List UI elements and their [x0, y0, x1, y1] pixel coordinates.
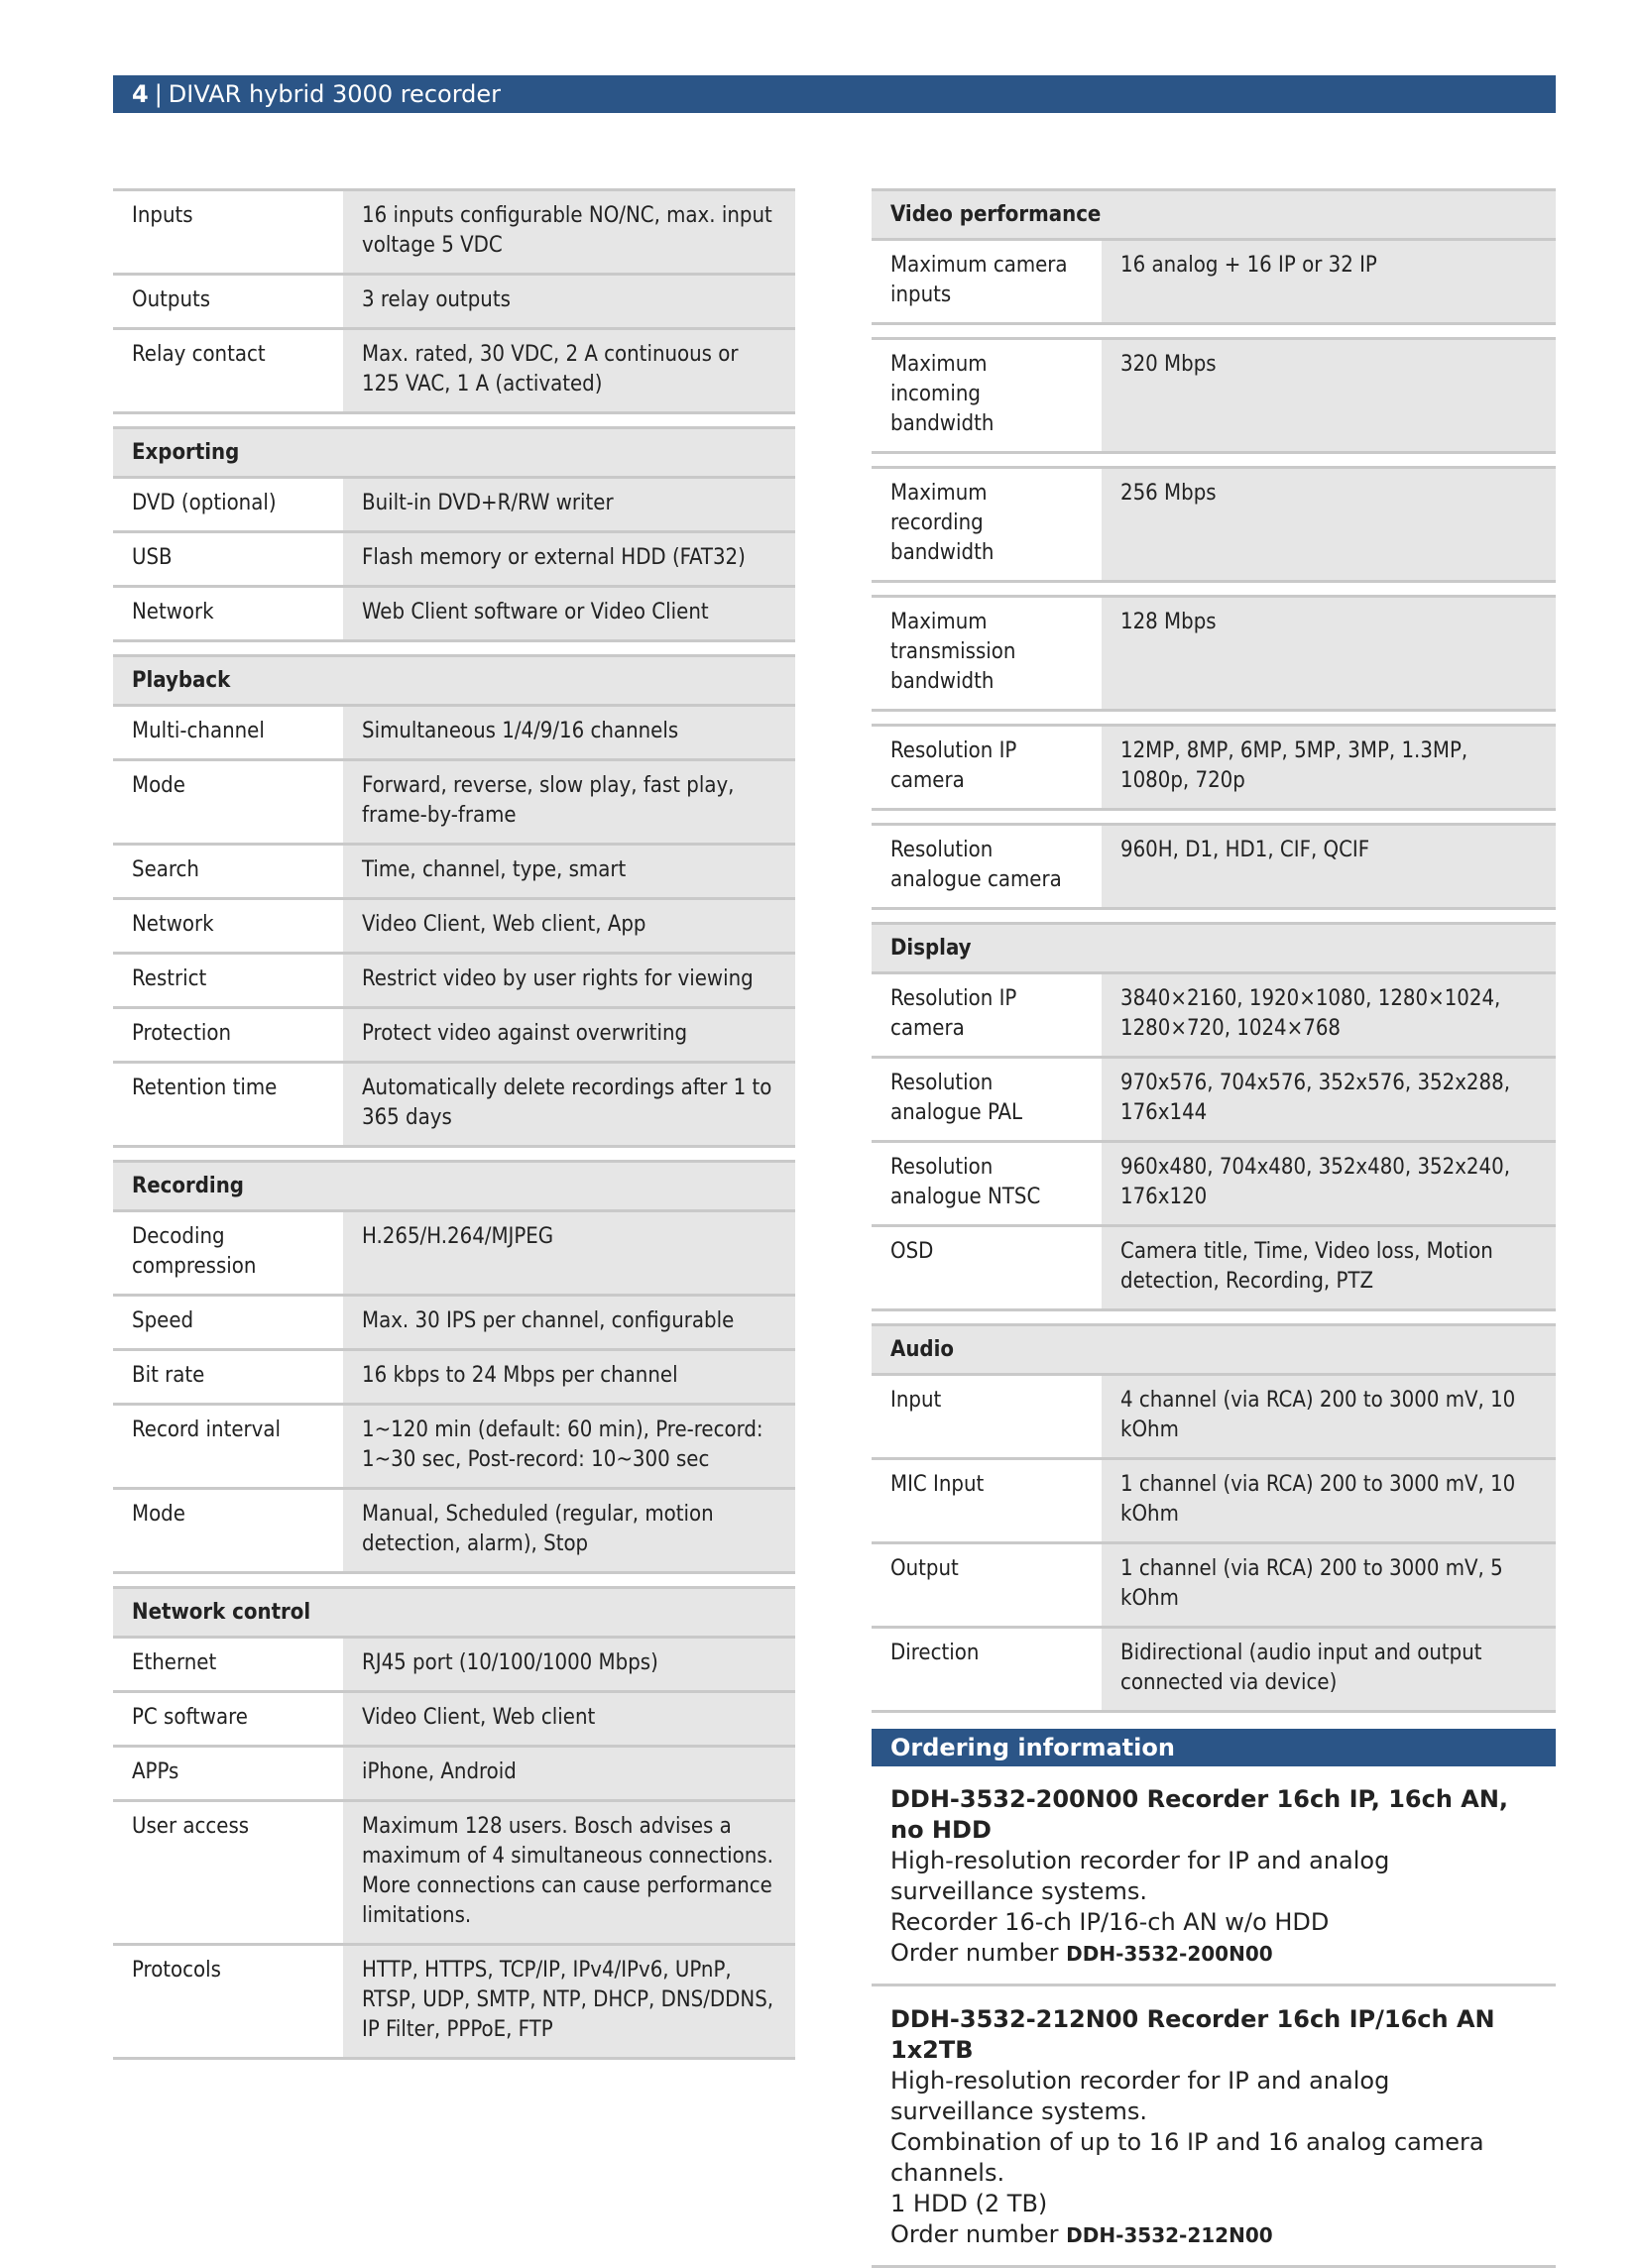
- exporting-value: Flash memory or external HDD (FAT32): [343, 532, 795, 587]
- playback-row: [113, 954, 795, 1008]
- order-item-title: DDH-3532-212N00 Recorder 16ch IP/16ch AN 1x2TB: [890, 2005, 1495, 2064]
- display-section-title: [872, 924, 1556, 973]
- section-gap: [872, 453, 1556, 468]
- playback-label: Protection: [113, 1008, 343, 1063]
- display-label: OSD: [872, 1226, 1102, 1310]
- recording-row: [113, 1350, 795, 1405]
- video-performance-row: [872, 726, 1556, 810]
- playback-row: [113, 1008, 795, 1063]
- section-gap: [872, 1310, 1556, 1325]
- video-performance-label: Resolution analogue camera: [872, 825, 1102, 909]
- audio-row: [872, 1628, 1556, 1712]
- section-gap: [113, 1573, 795, 1588]
- audio-value: 4 channel (via RCA) 200 to 3000 mV, 10 kOhm: [1102, 1375, 1556, 1459]
- left-column: [113, 188, 795, 2060]
- playback-value: Automatically delete recordings after 1 to 365 days: [343, 1063, 795, 1147]
- section-gap-cell: [113, 413, 795, 428]
- video-performance-row: [872, 597, 1556, 711]
- recording-value: 16 kbps to 24 Mbps per channel: [343, 1350, 795, 1405]
- display-row: [872, 973, 1556, 1058]
- io-value: Max. rated, 30 VDC, 2 A continuous or 125 VAC, 1 A (activated): [343, 329, 795, 413]
- order-item: [872, 1986, 1556, 2268]
- order-number-line: [890, 2219, 1537, 2251]
- document-title: DIVAR hybrid 3000 recorder: [168, 80, 502, 108]
- exporting-label: Network: [113, 587, 343, 641]
- network-control-label: APPs: [113, 1747, 343, 1801]
- video-performance-section-title: [872, 190, 1556, 240]
- network-control-row: [113, 1945, 795, 2059]
- order-item-description: Combination of up to 16 IP and 16 analog camera channels.: [890, 2128, 1484, 2187]
- order-item-description: 1 HDD (2 TB): [890, 2190, 1048, 2217]
- playback-section-heading: Playback: [113, 656, 795, 706]
- network-control-label: Protocols: [113, 1945, 343, 2059]
- network-control-section-heading: Network control: [113, 1588, 795, 1638]
- exporting-row: [113, 587, 795, 641]
- video-performance-value: 16 analog + 16 IP or 32 IP: [1102, 240, 1556, 324]
- recording-value: Max. 30 IPS per channel, configurable: [343, 1296, 795, 1350]
- section-gap: [872, 582, 1556, 597]
- left-spec-table: [113, 188, 795, 2060]
- io-label: Inputs: [113, 190, 343, 275]
- playback-label: Restrict: [113, 954, 343, 1008]
- io-row: [113, 190, 795, 275]
- display-value: 960x480, 704x480, 352x480, 352x240, 176x120: [1102, 1142, 1556, 1226]
- audio-value: Bidirectional (audio input and output connected via device): [1102, 1628, 1556, 1712]
- io-value: 3 relay outputs: [343, 275, 795, 329]
- audio-section-heading: Audio: [872, 1325, 1556, 1375]
- section-gap-cell: [113, 1573, 795, 1588]
- video-performance-row: [872, 339, 1556, 453]
- section-gap: [113, 641, 795, 656]
- header-separator: |: [154, 80, 163, 108]
- playback-row: [113, 760, 795, 845]
- section-gap-cell: [872, 810, 1556, 825]
- section-gap: [872, 810, 1556, 825]
- order-number-line: [890, 1938, 1537, 1970]
- audio-label: Input: [872, 1375, 1102, 1459]
- display-value: 970x576, 704x576, 352x576, 352x288, 176x144: [1102, 1058, 1556, 1142]
- audio-row: [872, 1459, 1556, 1543]
- recording-section-heading: Recording: [113, 1162, 795, 1211]
- display-label: Resolution IP camera: [872, 973, 1102, 1058]
- exporting-label: DVD (optional): [113, 478, 343, 532]
- playback-value: Time, channel, type, smart: [343, 845, 795, 899]
- right-spec-table: [872, 188, 1556, 1713]
- order-number-label: Order number: [890, 1939, 1067, 1967]
- display-row: [872, 1058, 1556, 1142]
- network-control-section-title: [113, 1588, 795, 1638]
- audio-label: Output: [872, 1543, 1102, 1628]
- network-control-value: HTTP, HTTPS, TCP/IP, IPv4/IPv6, UPnP, RTSP, UDP, SMTP, NTP, DHCP, DNS/DDNS, IP Filter, PPPoE, FTP: [343, 1945, 795, 2059]
- audio-row: [872, 1543, 1556, 1628]
- network-control-row: [113, 1638, 795, 1692]
- display-section-heading: Display: [872, 924, 1556, 973]
- video-performance-value: 960H, D1, HD1, CIF, QCIF: [1102, 825, 1556, 909]
- video-performance-value: 256 Mbps: [1102, 468, 1556, 582]
- recording-label: Bit rate: [113, 1350, 343, 1405]
- video-performance-label: Maximum camera inputs: [872, 240, 1102, 324]
- network-control-value: RJ45 port (10/100/1000 Mbps): [343, 1638, 795, 1692]
- section-gap-cell: [872, 453, 1556, 468]
- playback-row: [113, 845, 795, 899]
- playback-value: Simultaneous 1/4/9/16 channels: [343, 706, 795, 760]
- right-column: [872, 188, 1556, 2268]
- playback-row: [113, 1063, 795, 1147]
- playback-label: Retention time: [113, 1063, 343, 1147]
- section-gap: [113, 413, 795, 428]
- audio-section-title: [872, 1325, 1556, 1375]
- page-header: [113, 75, 1556, 113]
- recording-label: Record interval: [113, 1405, 343, 1489]
- audio-label: MIC Input: [872, 1459, 1102, 1543]
- recording-section-title: [113, 1162, 795, 1211]
- exporting-value: Built-in DVD+R/RW writer: [343, 478, 795, 532]
- recording-label: Mode: [113, 1489, 343, 1573]
- section-gap: [872, 909, 1556, 924]
- recording-row: [113, 1211, 795, 1296]
- audio-value: 1 channel (via RCA) 200 to 3000 mV, 5 kOhm: [1102, 1543, 1556, 1628]
- display-value: Camera title, Time, Video loss, Motion detection, Recording, PTZ: [1102, 1226, 1556, 1310]
- section-gap: [872, 711, 1556, 726]
- network-control-value: iPhone, Android: [343, 1747, 795, 1801]
- playback-label: Mode: [113, 760, 343, 845]
- section-gap-cell: [113, 641, 795, 656]
- section-gap-cell: [872, 909, 1556, 924]
- audio-label: Direction: [872, 1628, 1102, 1712]
- playback-value: Protect video against overwriting: [343, 1008, 795, 1063]
- display-label: Resolution analogue PAL: [872, 1058, 1102, 1142]
- table-end-cell: [113, 2059, 795, 2061]
- network-control-label: Ethernet: [113, 1638, 343, 1692]
- video-performance-label: Maximum transmission bandwidth: [872, 597, 1102, 711]
- video-performance-section-heading: Video performance: [872, 190, 1556, 240]
- playback-value: Forward, reverse, slow play, fast play, frame-by-frame: [343, 760, 795, 845]
- network-control-value: Video Client, Web client: [343, 1692, 795, 1747]
- network-control-label: PC software: [113, 1692, 343, 1747]
- ordering-list: [872, 1766, 1556, 2268]
- audio-value: 1 channel (via RCA) 200 to 3000 mV, 10 kOhm: [1102, 1459, 1556, 1543]
- video-performance-row: [872, 468, 1556, 582]
- exporting-label: USB: [113, 532, 343, 587]
- audio-row: [872, 1375, 1556, 1459]
- section-gap-cell: [872, 711, 1556, 726]
- order-item: [872, 1766, 1556, 1986]
- order-number: DDH-3532-200N00: [1066, 1942, 1273, 1966]
- table-end: [113, 2059, 795, 2061]
- playback-label: Network: [113, 899, 343, 954]
- io-value: 16 inputs configurable NO/NC, max. input voltage 5 VDC: [343, 190, 795, 275]
- table-end-cell: [872, 1712, 1556, 1714]
- recording-label: Speed: [113, 1296, 343, 1350]
- video-performance-row: [872, 240, 1556, 324]
- exporting-row: [113, 532, 795, 587]
- display-row: [872, 1142, 1556, 1226]
- video-performance-label: Resolution IP camera: [872, 726, 1102, 810]
- recording-value: 1~120 min (default: 60 min), Pre-record: 1~30 sec, Post-record: 10~300 sec: [343, 1405, 795, 1489]
- section-gap-cell: [872, 324, 1556, 339]
- playback-label: Search: [113, 845, 343, 899]
- order-item-title: DDH-3532-200N00 Recorder 16ch IP, 16ch AN, no HDD: [890, 1785, 1509, 1844]
- order-item-description: High-resolution recorder for IP and analog surveillance systems.: [890, 1847, 1390, 1905]
- network-control-row: [113, 1692, 795, 1747]
- recording-label: Decoding compression: [113, 1211, 343, 1296]
- io-row: [113, 275, 795, 329]
- section-gap-cell: [872, 1310, 1556, 1325]
- io-label: Outputs: [113, 275, 343, 329]
- video-performance-value: 12MP, 8MP, 6MP, 5MP, 3MP, 1.3MP, 1080p, 720p: [1102, 726, 1556, 810]
- recording-value: Manual, Scheduled (regular, motion detection, alarm), Stop: [343, 1489, 795, 1573]
- video-performance-row: [872, 825, 1556, 909]
- ordering-information-heading: Ordering information: [872, 1729, 1556, 1766]
- recording-row: [113, 1296, 795, 1350]
- exporting-row: [113, 478, 795, 532]
- network-control-label: User access: [113, 1801, 343, 1945]
- playback-row: [113, 706, 795, 760]
- exporting-section-heading: Exporting: [113, 428, 795, 478]
- page-number: 4: [132, 80, 149, 108]
- playback-section-title: [113, 656, 795, 706]
- playback-label: Multi-channel: [113, 706, 343, 760]
- playback-value: Restrict video by user rights for viewing: [343, 954, 795, 1008]
- exporting-value: Web Client software or Video Client: [343, 587, 795, 641]
- section-gap-cell: [872, 582, 1556, 597]
- recording-value: H.265/H.264/MJPEG: [343, 1211, 795, 1296]
- recording-row: [113, 1405, 795, 1489]
- section-gap: [113, 1147, 795, 1162]
- order-number-label: Order number: [890, 2220, 1067, 2248]
- playback-value: Video Client, Web client, App: [343, 899, 795, 954]
- network-control-row: [113, 1801, 795, 1945]
- network-control-row: [113, 1747, 795, 1801]
- io-label: Relay contact: [113, 329, 343, 413]
- section-gap: [872, 324, 1556, 339]
- io-row: [113, 329, 795, 413]
- order-item-description: High-resolution recorder for IP and analog surveillance systems.: [890, 2067, 1390, 2125]
- table-end: [872, 1712, 1556, 1714]
- recording-row: [113, 1489, 795, 1573]
- video-performance-label: Maximum incoming bandwidth: [872, 339, 1102, 453]
- display-row: [872, 1226, 1556, 1310]
- network-control-value: Maximum 128 users. Bosch advises a maximum of 4 simultaneous connections. More connections can cause performance limitations.: [343, 1801, 795, 1945]
- display-label: Resolution analogue NTSC: [872, 1142, 1102, 1226]
- exporting-section-title: [113, 428, 795, 478]
- video-performance-value: 128 Mbps: [1102, 597, 1556, 711]
- display-value: 3840×2160, 1920×1080, 1280×1024, 1280×720, 1024×768: [1102, 973, 1556, 1058]
- playback-row: [113, 899, 795, 954]
- video-performance-label: Maximum recording bandwidth: [872, 468, 1102, 582]
- order-item-description: Recorder 16-ch IP/16-ch AN w/o HDD: [890, 1908, 1330, 1936]
- order-number: DDH-3532-212N00: [1066, 2223, 1273, 2247]
- video-performance-value: 320 Mbps: [1102, 339, 1556, 453]
- section-gap-cell: [113, 1147, 795, 1162]
